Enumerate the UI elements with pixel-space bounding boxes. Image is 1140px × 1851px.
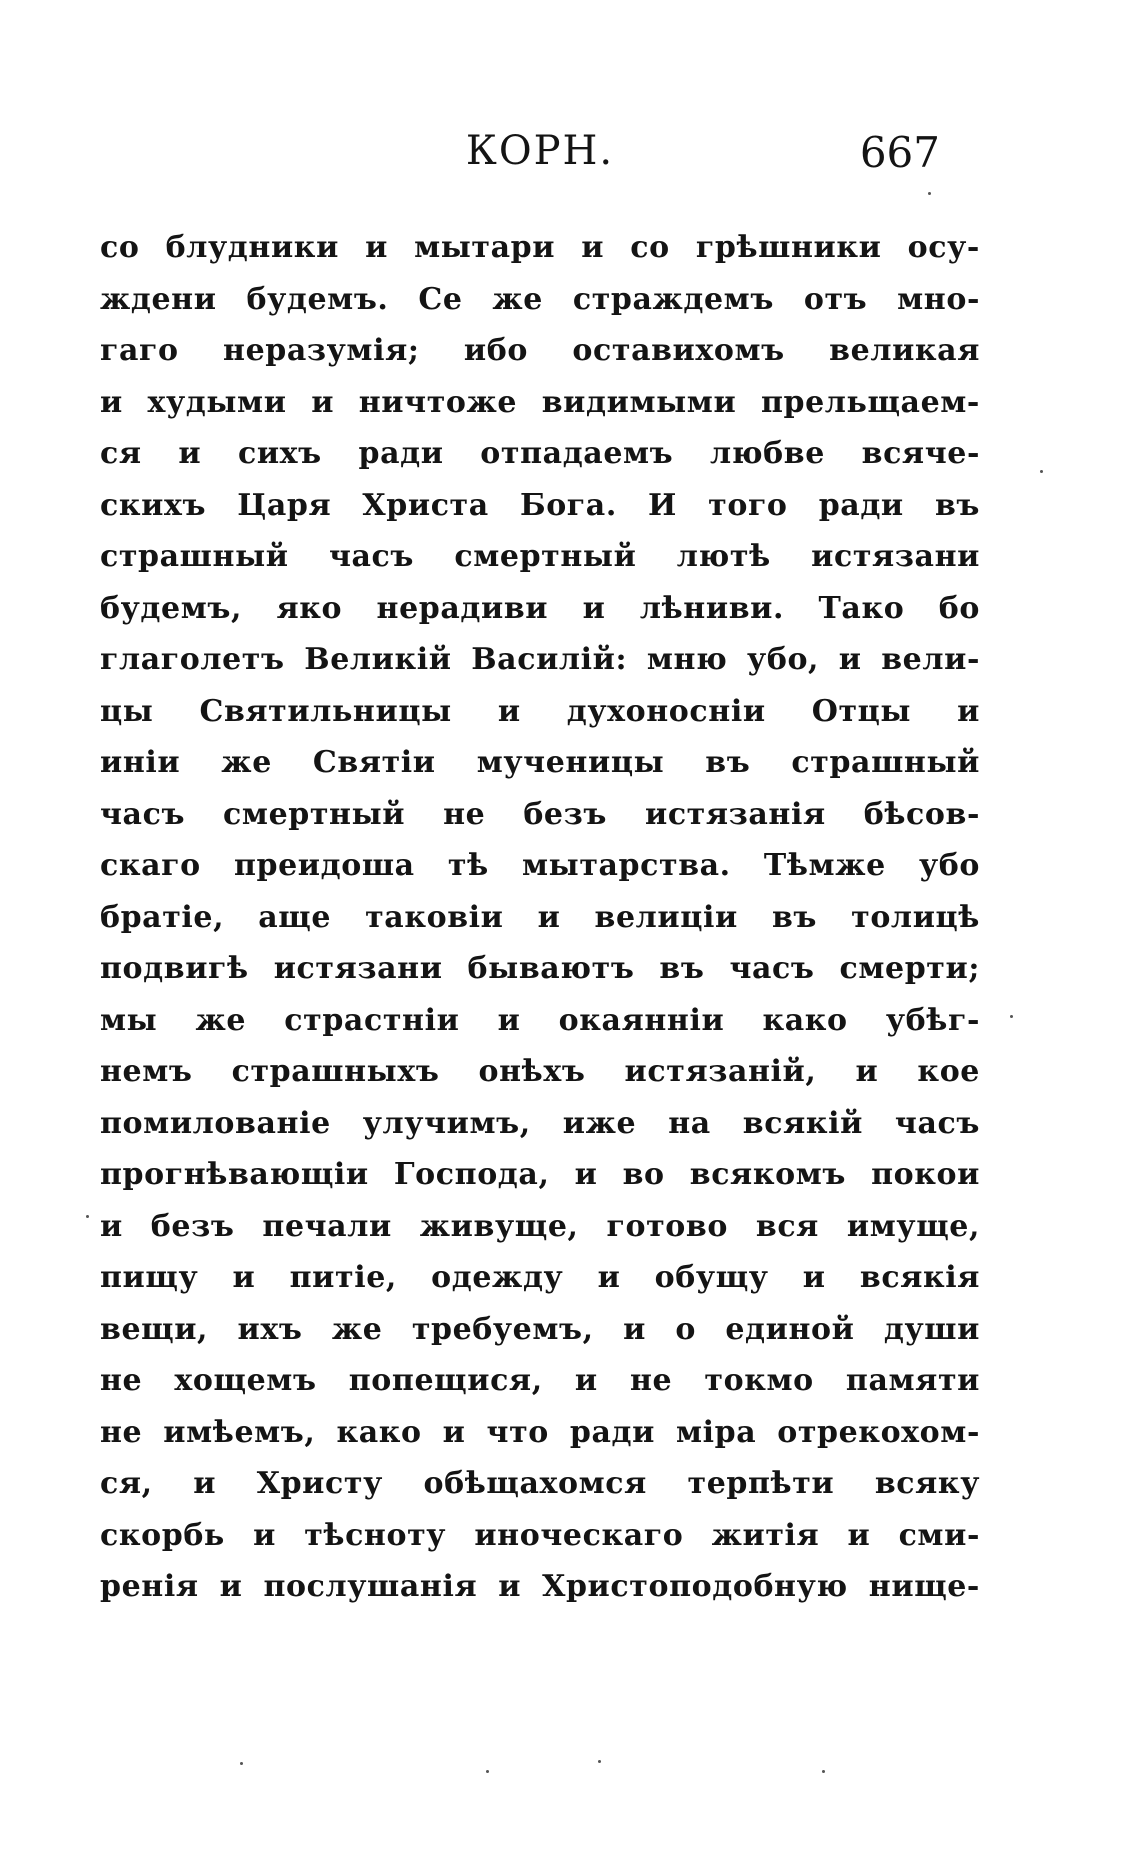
print-speck — [486, 1770, 489, 1773]
print-speck — [1040, 470, 1043, 473]
text-line: ся, и Христу обѣщахомся терпѣти всяку — [100, 1466, 980, 1501]
text-line: мы же страстніи и окаянніи како убѣг- — [100, 1002, 980, 1038]
text-line: не хощемъ попещися, и не токмо памяти — [100, 1363, 980, 1398]
text-line: со блудники и мытари и со грѣшники осу- — [100, 230, 980, 265]
print-speck — [928, 192, 931, 195]
text-line: подвигѣ истязани бываютъ въ часъ смерти; — [100, 951, 980, 986]
running-head — [100, 128, 980, 188]
text-line: пищу и питіе, одежду и обущу и всякія — [100, 1260, 980, 1295]
text-line: и безъ печали живуще, готово вся имуще, — [100, 1208, 980, 1244]
print-speck — [822, 1770, 825, 1773]
text-line: братіе, аще таковіи и велиціи въ толицѣ — [100, 899, 980, 935]
text-line: страшный часъ смертный лютѣ истязани — [100, 539, 980, 574]
print-speck — [86, 1215, 89, 1218]
text-line: и худыми и ничтоже видимыми прельщаем- — [100, 384, 980, 420]
text-line: ся и сихъ ради отпадаемъ любве всяче- — [100, 436, 980, 471]
text-line: помилованіе улучимъ, иже на всякій часъ — [100, 1105, 980, 1141]
page-number: 667 — [859, 128, 940, 177]
text-line: гаго неразумія; ибо оставихомъ великая — [100, 333, 980, 368]
text-line: глаголетъ Великій Василій: мню убо, и вели- — [100, 642, 980, 677]
text-line: ждени будемъ. Се же страждемъ отъ мно- — [100, 281, 980, 317]
text-line: скаго преидоша тѣ мытарства. Тѣмже убо — [100, 848, 980, 883]
text-line: будемъ, яко нерадиви и лѣниви. Тако бо — [100, 590, 980, 626]
text-line: вещи, ихъ же требуемъ, и о единой души — [100, 1311, 980, 1347]
running-title: КОРН. — [465, 128, 615, 174]
print-speck — [240, 1762, 243, 1765]
print-speck — [1010, 1015, 1013, 1018]
text-line: немъ страшныхъ онѣхъ истязаній, и кое — [100, 1054, 980, 1089]
text-line: ренія и послушанія и Христоподобную нище- — [100, 1569, 980, 1604]
text-line: цы Святильницы и духоносніи Отцы и — [100, 693, 980, 729]
body-text — [100, 222, 980, 1613]
text-line: скорбь и тѣсноту иноческаго житія и сми- — [100, 1517, 980, 1553]
text-line: прогнѣвающіи Господа, и во всякомъ покои — [100, 1157, 980, 1192]
text-line: не имѣемъ, како и что ради міра отрекохом- — [100, 1414, 980, 1450]
text-line: часъ смертный не безъ истязанія бѣсов- — [100, 796, 980, 832]
text-line: скихъ Царя Христа Бога. И того ради въ — [100, 487, 980, 523]
text-line: иніи же Святіи мученицы въ страшный — [100, 745, 980, 780]
print-speck — [598, 1760, 601, 1763]
